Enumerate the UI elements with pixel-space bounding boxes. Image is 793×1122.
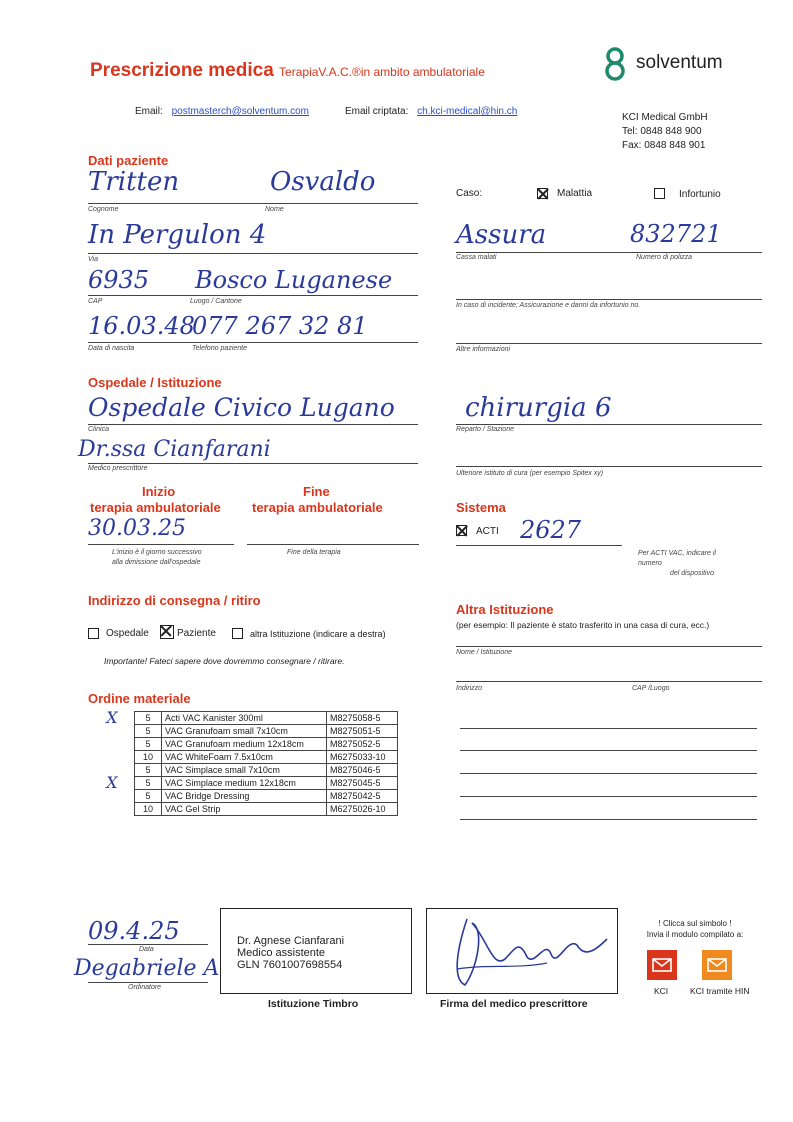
surname-label: Cognome	[88, 206, 119, 213]
city-label: Luogo / Cantone	[190, 298, 242, 305]
prescribing-doctor[interactable]: Dr.ssa Cianfarani	[78, 437, 271, 462]
doctor-label: Medico prescrittore	[88, 465, 148, 472]
material-name: VAC Simplace medium 12x18cm	[162, 777, 327, 790]
other-institution-heading: Altra Istituzione	[456, 602, 554, 617]
company-tel: Tel: 0848 848 900	[622, 126, 702, 137]
clinic-label: Clinica	[88, 426, 110, 433]
stamp-line2: Medico assistente	[237, 947, 326, 959]
order-date[interactable]: 09.4.25	[88, 917, 180, 945]
material-code: M6275026-10	[327, 803, 398, 816]
institution-name-label: Nome / Istituzione	[456, 649, 513, 656]
ward-label: Reparto / Stazione	[456, 426, 514, 433]
send-note-line2: Invia il modulo compilato a:	[646, 930, 744, 939]
delivery-note: Importante! Fateci sapere dove dovremmo consegnare / ritirare.	[104, 656, 345, 666]
end-heading-sub: terapia ambulatoriale	[252, 500, 383, 515]
start-heading: Inizio	[142, 484, 176, 499]
policy-number[interactable]: 832721	[630, 220, 722, 248]
material-row[interactable]	[90, 751, 398, 764]
send-note-line1: ! Clicca sul simbolo !	[658, 919, 732, 928]
street-label: Via	[88, 256, 98, 263]
secure-mail-icon	[702, 950, 732, 980]
patient-city[interactable]: Bosco Luganese	[195, 266, 393, 294]
start-note-line2: alla dimissione dall'ospedale	[112, 559, 201, 566]
material-mark	[90, 751, 135, 764]
hospital-heading: Ospedale / Istituzione	[88, 375, 222, 390]
material-row[interactable]	[90, 764, 398, 777]
insurer-label: Cassa malati	[456, 254, 497, 261]
stamp-line1: Dr. Agnese Cianfarani	[237, 935, 345, 947]
patient-name[interactable]: Osvaldo	[270, 167, 376, 197]
material-code: M8275058-5	[327, 712, 398, 725]
system-note-line1: Per ACTI VAC, indicare il	[638, 550, 716, 557]
other-institution-note: (per esempio: Il paziente è stato trasferito in una casa di cura, ecc.)	[456, 620, 710, 630]
stamp-text	[237, 935, 344, 971]
phone-label: Telefono paziente	[192, 345, 248, 352]
material-qty: 5	[135, 712, 162, 725]
material-mark: X	[90, 712, 135, 725]
materials-heading: Ordine materiale	[88, 691, 191, 706]
email-link[interactable]: postmasterch@solventum.com	[171, 106, 309, 117]
delivery-other-checkbox[interactable]	[232, 628, 243, 639]
material-code: M8275051-5	[327, 725, 398, 738]
company-name: KCI Medical GmbH	[622, 112, 708, 123]
patient-street[interactable]: In Pergulon 4	[88, 220, 267, 250]
signature-scribble	[427, 909, 617, 993]
institution-address-label: Indirizzo	[456, 685, 483, 692]
email-encrypted-row	[345, 106, 517, 117]
accident-label: Infortunio	[679, 189, 721, 200]
start-note	[112, 548, 202, 568]
end-heading: Fine	[303, 484, 330, 499]
material-code: M8275046-5	[327, 764, 398, 777]
material-code: M8275045-5	[327, 777, 398, 790]
system-note	[638, 549, 716, 579]
company-info	[622, 111, 708, 153]
device-number[interactable]: 2627	[520, 516, 582, 544]
signature-label: Firma del medico prescrittore	[440, 998, 588, 1010]
system-note-line3: del dispositivo	[670, 570, 714, 577]
start-note-line1: L'inizio è il giorno successivo	[112, 549, 202, 556]
patient-dob[interactable]: 16.03.48	[88, 312, 195, 340]
orderer[interactable]: Degabriele A	[74, 956, 220, 981]
stamp-label: Istituzione Timbro	[268, 998, 359, 1010]
brand-logo	[600, 46, 630, 87]
email-label: Email:	[135, 106, 163, 117]
system-heading: Sistema	[456, 500, 506, 515]
acti-checkbox[interactable]	[456, 525, 467, 536]
ward[interactable]: chirurgia 6	[465, 393, 612, 423]
material-qty: 5	[135, 725, 162, 738]
illness-checkbox[interactable]	[537, 188, 548, 199]
material-row[interactable]	[90, 790, 398, 803]
send-hin-label: KCI tramite HIN	[690, 986, 750, 996]
policy-label: Numero di polizza	[636, 254, 693, 261]
therapy-start-date[interactable]: 30.03.25	[88, 516, 186, 541]
mail-icon	[647, 950, 677, 980]
patient-phone[interactable]: 077 267 32 81	[192, 312, 368, 340]
patient-surname[interactable]: Tritten	[88, 167, 180, 197]
send-kci-button[interactable]	[647, 950, 677, 980]
delivery-hospital-checkbox[interactable]	[88, 628, 99, 639]
insurer[interactable]: Assura	[456, 220, 547, 250]
email-row	[135, 106, 309, 117]
orderer-label: Ordinatore	[128, 984, 162, 991]
clinic-name[interactable]: Ospedale Civico Lugano	[88, 393, 395, 422]
material-qty: 5	[135, 764, 162, 777]
patient-heading: Dati paziente	[88, 153, 169, 168]
institution-stamp-box	[220, 908, 412, 994]
material-row[interactable]	[90, 777, 398, 790]
system-note-line2: numero	[638, 560, 662, 567]
material-qty: 10	[135, 751, 162, 764]
material-qty: 5	[135, 790, 162, 803]
delivery-other-label: altra Istituzione (indicare a destra)	[250, 629, 386, 639]
page-title	[90, 60, 485, 82]
material-name: VAC Bridge Dressing	[162, 790, 327, 803]
material-qty: 5	[135, 777, 162, 790]
material-name: VAC Simplace small 7x10cm	[162, 764, 327, 777]
material-row[interactable]	[90, 803, 398, 816]
material-name: VAC Granufoam medium 12x18cm	[162, 738, 327, 751]
send-hin-button[interactable]	[702, 950, 732, 980]
send-kci-label: KCI	[654, 986, 669, 996]
material-row[interactable]	[90, 712, 398, 725]
material-qty: 10	[135, 803, 162, 816]
acti-label: ACTI	[476, 526, 499, 537]
start-heading-sub: terapia ambulatoriale	[90, 500, 221, 515]
material-name: VAC Gel Strip	[162, 803, 327, 816]
delivery-hospital-label: Ospedale	[106, 628, 149, 639]
institution-zip-label: CAP /Luogo	[632, 685, 670, 692]
email-encrypted-link[interactable]: ch.kci-medical@hin.ch	[417, 106, 518, 117]
material-name: VAC Granufoam small 7x10cm	[162, 725, 327, 738]
brand-name: solventum	[636, 52, 723, 73]
material-code: M6275033-10	[327, 751, 398, 764]
delivery-heading: Indirizzo di consegna / ritiro	[88, 593, 261, 608]
stamp-line3: GLN 7601007698554	[237, 959, 343, 971]
incident-label: In caso di incidente; Assicurazione e danni da infortunio no.	[456, 302, 641, 309]
delivery-patient-label: Paziente	[177, 628, 216, 639]
title-text: Prescrizione medica	[90, 60, 274, 81]
materials-table	[90, 708, 398, 816]
send-note	[640, 918, 750, 940]
material-mark	[90, 803, 135, 816]
illness-label: Malattia	[557, 188, 593, 199]
material-name: VAC WhiteFoam 7.5x10cm	[162, 751, 327, 764]
patient-zip[interactable]: 6935	[88, 266, 150, 294]
material-mark	[90, 738, 135, 751]
end-label: Fine della terapia	[287, 549, 341, 556]
material-qty: 5	[135, 738, 162, 751]
other-info-label: Altre informazioni	[456, 346, 511, 353]
material-row[interactable]	[90, 738, 398, 751]
name-label: Nome	[265, 206, 284, 213]
delivery-patient-checkbox[interactable]	[160, 625, 174, 639]
dob-label: Data di nascita	[88, 345, 135, 352]
solventum-logo-icon	[600, 46, 630, 82]
date-label: Data	[139, 946, 154, 953]
signature-box	[426, 908, 618, 994]
material-name: Acti VAC Kanister 300ml	[162, 712, 327, 725]
other-care-label: Ulteriore istituto di cura (per esempio Spitex xy)	[456, 470, 604, 477]
material-code: M8275042-5	[327, 790, 398, 803]
company-fax: Fax: 0848 848 901	[622, 140, 706, 151]
page-subtitle: TerapiaV.A.C.®in ambito ambulatoriale	[279, 65, 485, 79]
material-row[interactable]	[90, 725, 398, 738]
email-encrypted-label: Email criptata:	[345, 106, 409, 117]
zip-label: CAP	[88, 298, 103, 305]
material-mark: X	[90, 777, 135, 790]
accident-checkbox[interactable]	[654, 188, 665, 199]
material-code: M8275052-5	[327, 738, 398, 751]
case-label: Caso:	[456, 188, 483, 199]
